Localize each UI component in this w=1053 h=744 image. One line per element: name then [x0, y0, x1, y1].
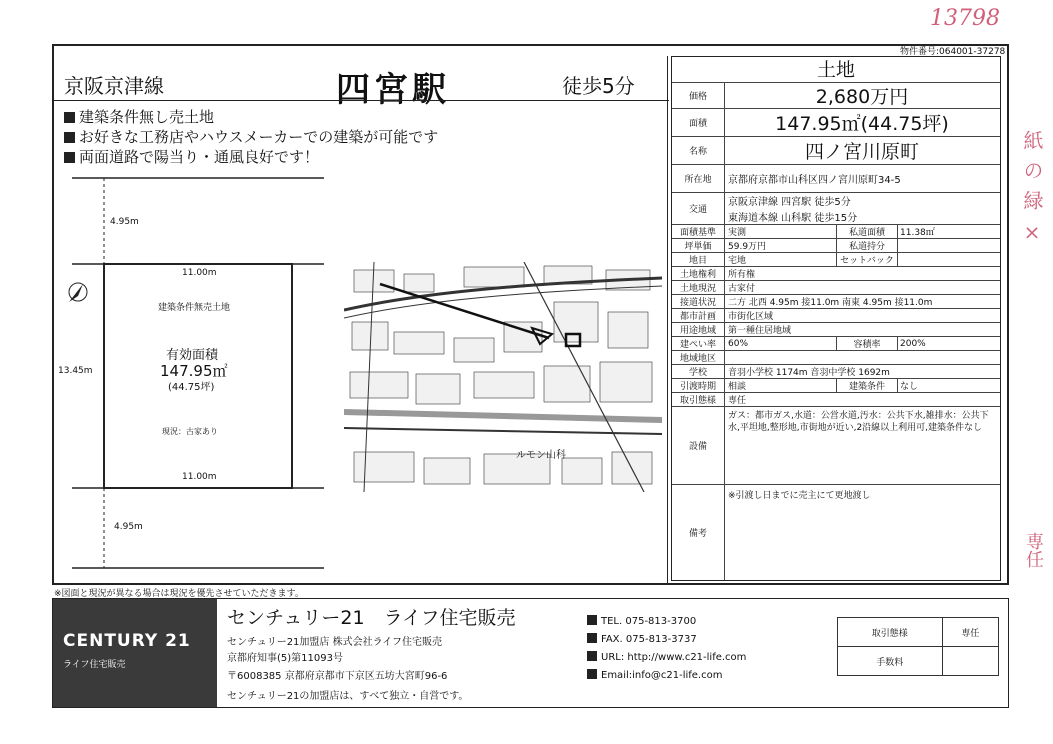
address: 京都府京都市山科区四ノ宮川原町34-5: [728, 175, 901, 186]
bullet-3: 両面道路で陽当り・通風良好です！: [64, 146, 319, 167]
area-m2: 147.95㎡: [160, 362, 228, 380]
land-category: 宅地: [728, 256, 747, 266]
city-plan: 市街化区域: [728, 312, 774, 322]
private-road-label: 私道面積: [836, 225, 898, 238]
bottom-frontage: 11.00m: [182, 472, 217, 482]
transport-1: 京阪京津線 四宮駅 徒歩5分: [728, 197, 851, 208]
name-label: 名称: [672, 137, 725, 164]
station-name: 四宮駅: [336, 70, 450, 110]
license: 京都府知事(5)第11093号: [227, 653, 343, 664]
map-label: ルモン山科: [516, 450, 566, 461]
area-title: 有効面積: [166, 348, 219, 363]
fee-value: [942, 647, 998, 676]
bullet-2: お好きな工務店やハウスメーカーでの建築が可能です: [64, 126, 438, 147]
zone-label: 用途地域: [672, 323, 725, 336]
footer: [52, 598, 1009, 708]
coverage: 60%: [728, 338, 749, 349]
property-type: 土地: [816, 59, 855, 81]
zone: 第一種住居地域: [728, 326, 792, 336]
area-basis-label: 面積基準: [672, 225, 725, 238]
far: 200%: [900, 338, 926, 349]
area-basis: 実測: [728, 228, 747, 238]
road: 二方 北西 4.95m 接11.0m 南東 4.95m 接11.0m: [728, 298, 933, 308]
plot-depth: 13.45m: [58, 366, 93, 376]
company-name: センチュリー21 ライフ住宅販売: [227, 607, 516, 629]
fee-deal-value: 専任: [942, 618, 998, 647]
remarks-label: 備考: [672, 485, 725, 580]
property-info-table: [671, 56, 1001, 581]
price: 2,680万円: [815, 86, 909, 108]
address-label: 所在地: [672, 165, 725, 192]
handwritten-side-note-2: 専任: [1023, 532, 1044, 568]
city-plan-label: 都市計画: [672, 309, 725, 322]
school-label: 学校: [672, 365, 725, 378]
handover: 相談: [728, 382, 747, 392]
status: 古家付: [728, 284, 756, 294]
remarks: ※引渡し日までに売主にて更地渡し: [728, 491, 871, 501]
area: 147.95㎡(44.75坪): [775, 113, 949, 135]
transport-label: 交通: [672, 193, 725, 224]
facility-label: 設備: [672, 407, 725, 484]
walk-time: 徒歩5分: [562, 74, 635, 98]
coverage-label: 建ぺい率: [672, 337, 725, 350]
price-label: 価格: [672, 83, 725, 108]
url-link[interactable]: URL: http://www.c21-life.com: [587, 651, 746, 663]
independent-note: センチュリー21の加盟店は、すべて独立・自営です。: [227, 691, 469, 702]
line-name: 京阪京津線: [64, 74, 164, 98]
district-label: 地域地区: [672, 351, 725, 364]
land-category-label: 地目: [672, 253, 725, 266]
handwritten-number: 13798: [930, 6, 1000, 31]
unit-price: 59.9万円: [728, 242, 767, 252]
disclaimer: ※図面と現況が異なる場合は現況を優先させていただきます。: [54, 589, 304, 599]
property-number: 物件番号:064001-37278: [900, 47, 1006, 57]
top-frontage: 11.00m: [182, 268, 217, 278]
company-address: 〒6008385 京都府京都市下京区五坊大宮町96-6: [227, 671, 448, 682]
member-info: センチュリー21加盟店 株式会社ライフ住宅販売: [227, 637, 443, 648]
far-label: 容積率: [836, 337, 898, 350]
condition: なし: [900, 382, 919, 392]
name: 四ノ宮川原町: [804, 141, 919, 163]
road-label: 接道状況: [672, 295, 725, 308]
email-link[interactable]: Email:info@c21-life.com: [587, 669, 722, 681]
deal: 専任: [728, 396, 747, 406]
school: 音羽小学校 1174m 音羽中学校 1692m: [728, 368, 890, 378]
area-tsubo: (44.75坪): [168, 382, 215, 393]
bullet-1: 建築条件無し売土地: [64, 106, 214, 127]
fax: FAX. 075-813-3737: [587, 633, 697, 645]
private-road: 11.38㎡: [900, 228, 935, 238]
rights-label: 土地権利: [672, 267, 725, 280]
fee-label: 手数料: [838, 647, 943, 676]
current-status: 現況：古家あり: [162, 427, 218, 436]
top-road-width: 4.95m: [110, 217, 139, 227]
private-share-label: 私道持分: [836, 239, 898, 252]
century21-logo: CENTURY 21 ライフ住宅販売: [53, 599, 217, 707]
status-label: 土地現況: [672, 281, 725, 294]
deal-label: 取引態様: [672, 393, 725, 406]
handover-label: 引渡時期: [672, 379, 725, 392]
area-label: 面積: [672, 109, 725, 136]
bottom-road-width: 4.95m: [114, 522, 143, 532]
handwritten-side-note: 紙の緑×: [1020, 130, 1044, 254]
setback-label: セットバック: [836, 253, 898, 266]
tel: TEL. 075-813-3700: [587, 615, 696, 627]
fee-deal-label: 取引態様: [838, 618, 943, 647]
rights: 所有権: [728, 270, 756, 280]
facility: ガス：都市ガス,水道：公営水道,汚水：公共下水,雑排水：公共下水,平坦地,整形地,市街地が近い,2沿線以上利用可,建築条件なし: [728, 411, 989, 433]
location-map: [344, 262, 662, 492]
condition-label: 建築条件: [836, 379, 898, 392]
plot-label: 建築条件無売土地: [158, 303, 231, 313]
transport-2: 東海道本線 山科駅 徒歩15分: [728, 213, 858, 224]
fee-table: [837, 617, 999, 676]
unit-price-label: 坪単価: [672, 239, 725, 252]
